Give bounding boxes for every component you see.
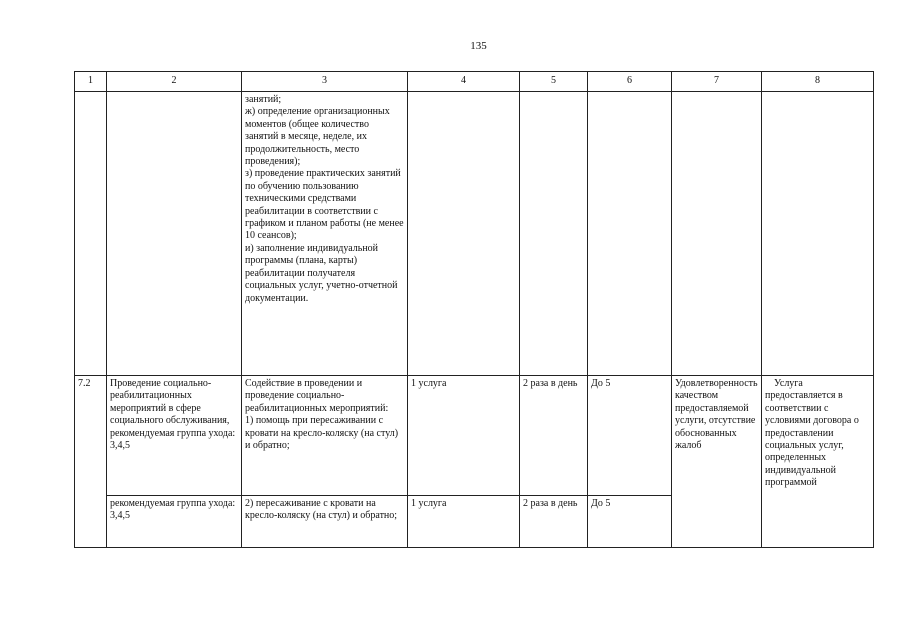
- table-cell: [520, 92, 588, 376]
- table-cell: [408, 92, 520, 376]
- table-cell: [672, 92, 762, 376]
- unit-cell: 1 услуга: [408, 376, 520, 496]
- table-cell: [588, 92, 672, 376]
- page-number: 135: [470, 40, 487, 52]
- service-description-cell: 2) пересаживание с кровати на кресло-коляску (на стул) и обратно;: [242, 496, 408, 548]
- header-cell: 4: [408, 72, 520, 92]
- service-description-cell: Содействие в проведении и проведение социально-реабилитационных мероприятий: 1) помощь при пересаживании с кровати на кресло-коляску (на стул) и обратно;: [242, 376, 408, 496]
- services-table: [74, 71, 874, 548]
- header-cell: 7: [672, 72, 762, 92]
- row-number-cell: 7.2: [75, 376, 107, 548]
- term-cell: До 5: [588, 496, 672, 548]
- frequency-cell: 2 раза в день: [520, 496, 588, 548]
- header-cell: 5: [520, 72, 588, 92]
- table-cell: [762, 92, 874, 376]
- header-cell: 6: [588, 72, 672, 92]
- header-cell: 8: [762, 72, 874, 92]
- table-cell: занятий; ж) определение организационных моментов (общее количество занятий в месяце, неделе, их продолжительность, место проведения); з) проведение практических занятий по обучению пользованию техническими средствами реабилитации в соответствии с графиком и планом работы (не менее 10 сеансов); и) заполнение индивидуальной программы (плана, карты) реабилитации получателя социальных услуг, учетно-отчетной документации.: [242, 92, 408, 376]
- unit-cell: 1 услуга: [408, 496, 520, 548]
- header-cell: 2: [107, 72, 242, 92]
- service-name-cell: Проведение социально-реабилитационных мероприятий в сфере социального обслуживания, рекомендуемая группа ухода: 3,4,5: [107, 376, 242, 496]
- header-cell: 3: [242, 72, 408, 92]
- service-name-cell: рекомендуемая группа ухода: 3,4,5: [107, 496, 242, 548]
- table-row: [75, 92, 874, 376]
- frequency-cell: 2 раза в день: [520, 376, 588, 496]
- table-cell: [75, 92, 107, 376]
- table-row: [75, 376, 874, 496]
- quality-cell: Удовлетворенность качеством предоставляемой услуги, отсутствие обоснованных жалоб: [672, 376, 762, 548]
- table-cell: [107, 92, 242, 376]
- term-cell: До 5: [588, 376, 672, 496]
- table-header-row: [75, 72, 874, 92]
- conditions-cell: Услуга предоставляется в соответствии с условиями договора о предоставлении социальных услуг, определенных индивидуальной программой: [762, 376, 874, 548]
- header-cell: 1: [75, 72, 107, 92]
